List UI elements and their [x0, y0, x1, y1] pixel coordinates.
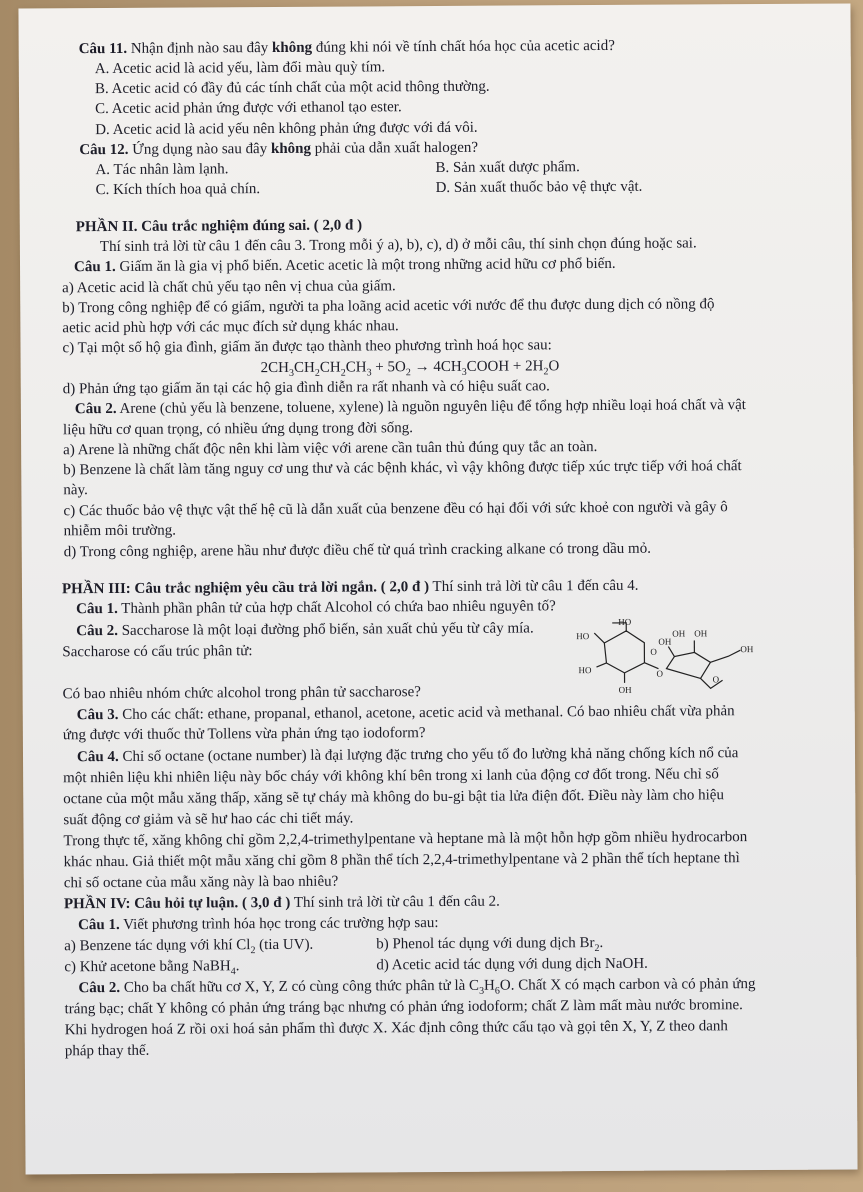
q11-option-a: A. Acetic acid là acid yếu, làm đổi màu quỳ tím. — [94, 59, 386, 78]
q11-option-b: B. Acetic acid có đầy đủ các tính chất của một acid thông thường. — [94, 78, 490, 98]
part3-q3-line2: ứng được với thuốc thử Tollens vừa phản ứng tạo iodoform? — [62, 725, 426, 744]
part4-q2-line4: pháp thay thế. — [64, 1042, 150, 1060]
mol-oh-bottom: OH — [618, 684, 632, 695]
mol-oh-d: OH — [740, 644, 754, 655]
part3-q4-line2: một nhiên liệu khi nhiên liệu này bốc cháy với không khí bên trong xi lanh của động cơ đốt trong. Nếu chỉ số — [63, 766, 719, 787]
part4-q2-line3: Khi hydrogen hoá Z rồi oxi hoá sản phẩm thì được X. Xác định công thức cấu tạo và gọi tên X, Y, Z theo danh — [64, 1018, 728, 1039]
part3-q4-line5: Trong thực tế, xăng không chỉ gồm 2,2,4-trimethylpentane và heptane mà là một hỗn hợp gồm nhiều hydrocarbon — [63, 829, 748, 850]
part2-q2-c-line2: nhiễm môi trường. — [63, 522, 176, 540]
mol-ho-mid: HO — [576, 631, 590, 642]
part2-q1-d: d) Phản ứng tạo giấm ăn tại các hộ gia đình diễn ra rất nhanh và có hiệu suất cao. — [62, 378, 550, 398]
part2-q1-stem: Câu 1. Giấm ăn là gia vị phổ biến. Acetic acetic là một trong những acid hữu cơ phổ biến. — [73, 255, 616, 276]
part2-q2-d: d) Trong công nghiệp, arene hầu như được điều chế từ quá trình cracking alkane có trong dầu mỏ. — [63, 540, 651, 561]
q12-title: Câu 12. Ứng dụng nào sau đây không phải của dẫn xuất halogen? — [79, 139, 479, 159]
part4-q1-d: d) Acetic acid tác dụng với dung dịch NaOH. — [376, 955, 648, 974]
part2-heading: PHẦN II. Câu trắc nghiệm đúng sai. ( 2,0 đ ) — [75, 217, 363, 236]
part2-q2-b-line1: b) Benzene là chất làm tăng nguy cơ ung thư và các bệnh khác, vì vậy không được tiếp xúc trực tiếp với hoá chất — [63, 458, 742, 479]
part3-q4-line3: octane của một mẫu xăng thấp, xăng sẽ tự cháy mà không do bu-gi bật tia lửa điện đốt. Điều này làm cho hiệu — [63, 787, 724, 808]
glucose-ring — [604, 631, 644, 673]
part4-q1-c: c) Khử acetone bằng NaBH$_4$. — [64, 958, 240, 978]
part2-q1-c: c) Tại một số hộ gia đình, giấm ăn được tạo thành theo phương trình hoá học sau: — [62, 337, 552, 357]
part3-q2-stem: Câu 2. Saccharose là một loại đường phổ biến, sản xuất chủ yếu từ cây mía. — [76, 620, 534, 640]
part4-q2-line2: tráng bạc; chất Y không có phản ứng tráng bạc nhưng có phản ứng iodoform; chất Z làm mất màu nước bromine. — [64, 997, 743, 1018]
part3-q4-line4: suất động cơ giảm và sẽ hư hao các chi tiết máy. — [63, 810, 354, 829]
part2-q2-stem-line2: liệu hữu cơ quan trọng, có nhiều ứng dụng trong đời sống. — [62, 420, 414, 439]
part2-q1-b-line2: aetic acid phù hợp với các mục đích sử dụng khác nhau. — [62, 318, 399, 337]
q12-number: Câu 12. — [79, 141, 129, 159]
mol-ring-o-2: O — [656, 668, 664, 679]
saccharose-structure-image — [562, 616, 793, 703]
part2-q1-equation: $2CH_3CH_2CH_2CH_3 + 5O_2$ → $4CH_3COOH + 2H_2O$ — [260, 358, 560, 379]
part2-q1-a: a) Acetic acid là chất chủ yếu tạo nên vị chua của giấm. — [62, 278, 396, 297]
part2-q2-c-line1: c) Các thuốc bảo vệ thực vật thế hệ cũ là dẫn xuất của benzene đều có hại đối với sức khoẻ con người và gây ô — [63, 499, 728, 520]
part4-q1-stem: Câu 1. Viết phương trình hóa học trong các trường hợp sau: — [77, 915, 439, 934]
mol-oh-c: OH — [694, 628, 708, 639]
part3-heading: PHẦN III: Câu trắc nghiệm yêu cầu trả lời ngắn. ( 2,0 đ ) Thí sinh trả lời từ câu 1 đến câu 4. — [61, 577, 639, 598]
part3-q4-line7: chỉ số octane của mẫu xăng này là bao nhiêu? — [63, 873, 339, 892]
part3-q3-stem: Câu 3. Cho các chất: ethane, propanal, ethanol, acetone, acetic acid và methanal. Có bao nhiêu chất vừa phản — [76, 703, 735, 724]
q12-option-b: B. Sản xuất dược phẩm. — [435, 159, 580, 177]
mol-oh-a: OH — [658, 636, 672, 647]
part2-q2-stem: Câu 2. Arene (chủ yếu là benzene, toluene, xylene) là nguồn nguyên liệu để tổng hợp nhiều loại hoá chất và vật — [74, 397, 747, 418]
part2-instructions: Thí sinh trả lời từ câu 1 đến câu 3. Trong mỗi ý a), b), c), d) ở mỗi câu, thí sinh chọn đúng hoặc sai. — [99, 235, 697, 256]
mol-ring-o-1: O — [650, 646, 657, 657]
part4-q2-stem: Câu 2. Cho ba chất hữu cơ X, Y, Z có cùng công thức phân tử là $C_3H_6O$. Chất X có mạch carbon và có phản ứng — [78, 976, 756, 997]
part4-q1-a: a) Benzene tác dụng với khí $Cl_2$ (tia UV). — [64, 936, 314, 957]
q12-option-a: A. Tác nhân làm lạnh. — [95, 161, 229, 179]
part3-q2-question: Có bao nhiêu nhóm chức alcohol trong phân tử saccharose? — [62, 684, 421, 703]
part3-q2-stem-line2: Saccharose có cấu trúc phân tử: — [62, 643, 253, 661]
part4-q1-b: b) Phenol tác dụng với dung dịch $Br_2$. — [376, 934, 604, 955]
fructose-ring — [666, 652, 710, 678]
exam-paper — [18, 3, 857, 1174]
mol-oh-b: OH — [672, 628, 686, 639]
mol-ho-top: HO — [618, 616, 632, 627]
mol-ho-low: HO — [578, 665, 592, 676]
q11-option-c: C. Acetic acid phản ứng được với ethanol tạo ester. — [95, 99, 402, 118]
part2-q2-b-line2: này. — [63, 482, 88, 499]
q12-option-c: C. Kích thích hoa quả chín. — [95, 181, 261, 199]
part3-q4-line6: khác nhau. Giả thiết một mẫu xăng chỉ gồm 8 phần thể tích 2,2,4-trimethylpentane và 2 phần thể tích heptane thì — [63, 850, 740, 871]
part2-q1-b-line1: b) Trong công nghiệp để có giấm, người ta pha loãng acid acetic với nước để thu được dung dịch có nồng độ — [62, 296, 715, 317]
part3-q4-stem: Câu 4. Chỉ số octane (octane number) là đại lượng đặc trưng cho yếu tố đo lường khả năng chống kích nổ của — [76, 745, 739, 766]
q12-option-d: D. Sản xuất thuốc bảo vệ thực vật. — [435, 178, 643, 197]
q11-option-d: D. Acetic acid là acid yếu nên không phản ứng được với đá vôi. — [95, 119, 478, 139]
part3-q1: Câu 1. Thành phần phân tử của hợp chất Alcohol có chứa bao nhiêu nguyên tố? — [76, 598, 556, 618]
q11-number: Câu 11. — [78, 40, 128, 58]
part4-heading: PHẦN IV: Câu hỏi tự luận. ( 3,0 đ ) Thí sinh trả lời từ câu 1 đến câu 2. — [63, 893, 500, 913]
mol-ring-o-3: O — [712, 674, 720, 685]
q11-title: Câu 11. Nhận định nào sau đây không đúng khi nói về tính chất hóa học của acetic acid? — [78, 37, 615, 58]
part2-q2-a: a) Arene là những chất độc nên khi làm việc với arene cần tuân thủ đúng quy tắc an toàn. — [63, 439, 598, 459]
